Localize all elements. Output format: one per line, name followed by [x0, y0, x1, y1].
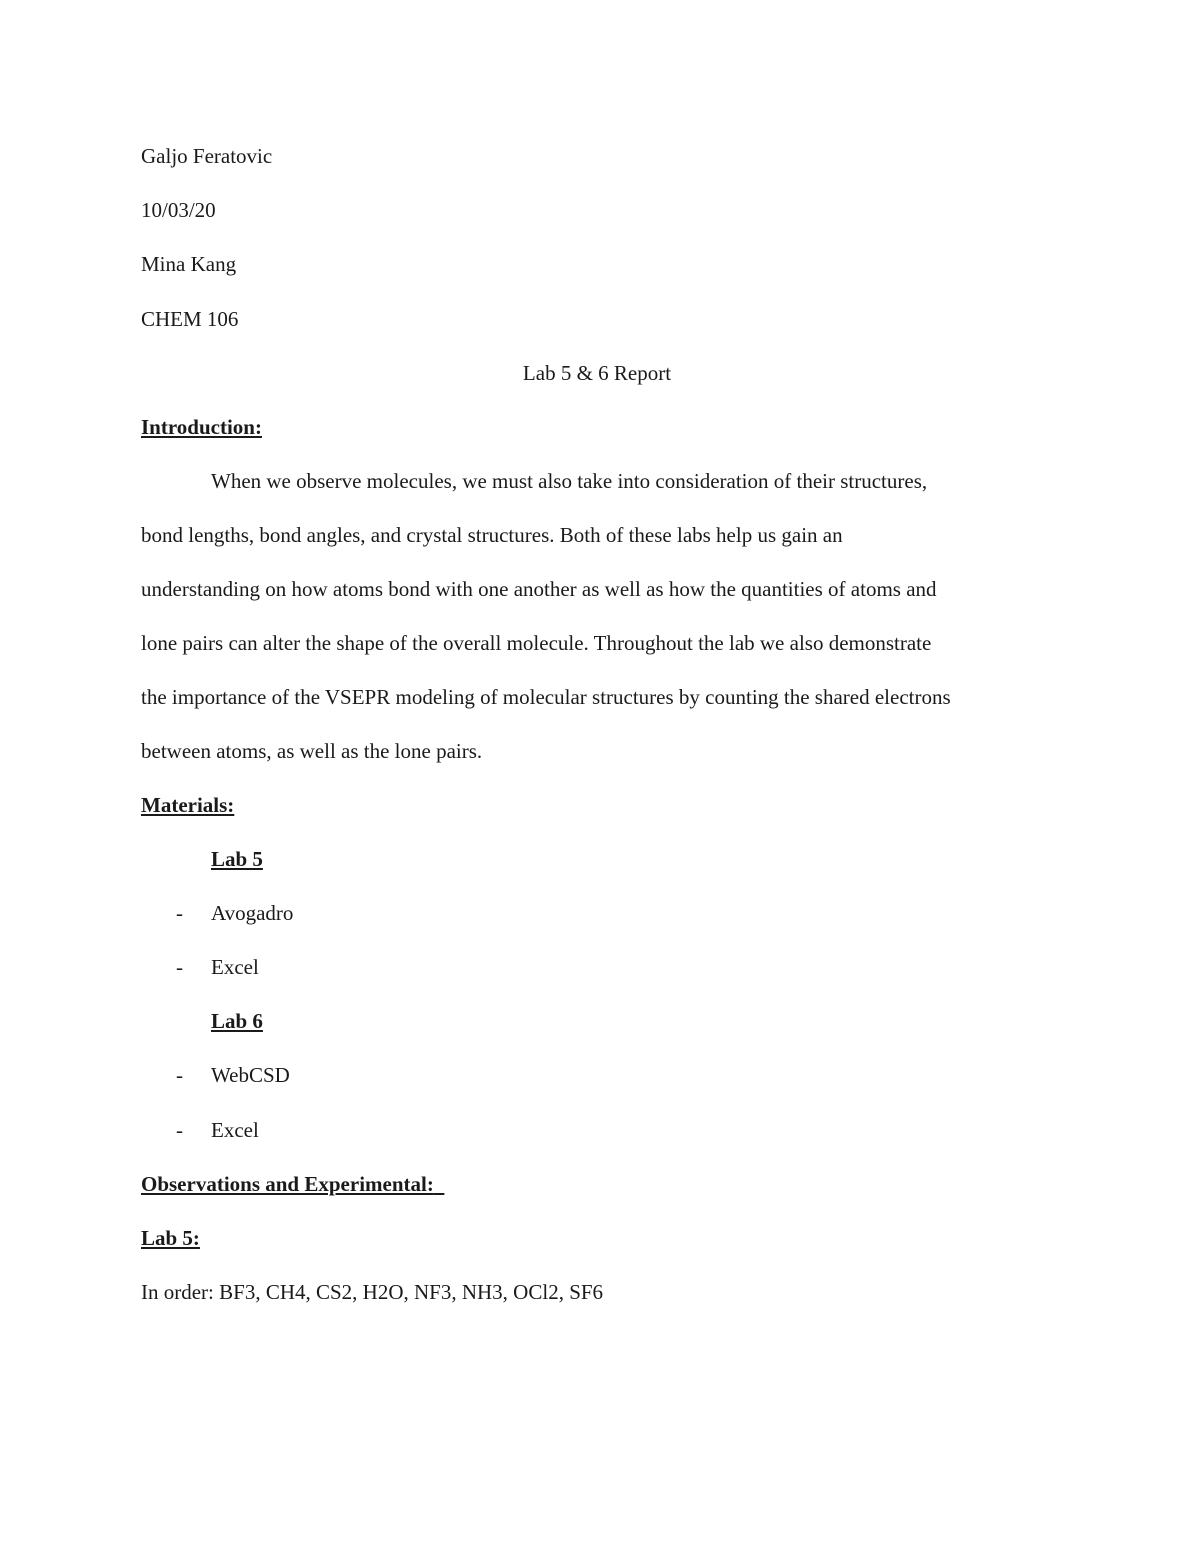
introduction-line: understanding on how atoms bond with one another as well as how the quantities of atoms and — [141, 577, 937, 601]
instructor-name: Mina Kang — [141, 252, 237, 276]
introduction-line: bond lengths, bond angles, and crystal structures. Both of these labs help us gain an — [141, 523, 843, 547]
introduction-heading: Introduction: — [141, 415, 262, 439]
lab6-materials-heading: Lab 6 — [211, 1009, 263, 1033]
lab5-observations-heading: Lab 5: — [141, 1226, 200, 1250]
report-title: Lab 5 & 6 Report — [522, 361, 672, 385]
lab5-materials-heading: Lab 5 — [211, 847, 263, 871]
list-bullet: - — [176, 955, 183, 979]
course-name: CHEM 106 — [141, 307, 239, 331]
molecule-order-text: In order: BF3, CH4, CS2, H2O, NF3, NH3, OCl2, SF6 — [141, 1280, 604, 1304]
list-item-label: Avogadro — [211, 901, 294, 925]
list-bullet: - — [176, 901, 183, 925]
list-item-label: Excel — [211, 955, 259, 979]
observations-heading-text: Observations and Experimental: — [141, 1172, 434, 1196]
introduction-line: When we observe molecules, we must also take into consideration of their structures, — [211, 469, 928, 493]
introduction-line: lone pairs can alter the shape of the overall molecule. Throughout the lab we also demonstrate — [141, 631, 932, 655]
materials-heading: Materials: — [141, 793, 235, 817]
list-bullet: - — [176, 1063, 183, 1087]
report-date: 10/03/20 — [141, 198, 216, 222]
observations-heading — [141, 1174, 444, 1195]
list-item-label: WebCSD — [211, 1063, 290, 1087]
author-name: Galjo Feratovic — [141, 144, 273, 168]
introduction-line: between atoms, as well as the lone pairs. — [141, 739, 483, 763]
introduction-line: the importance of the VSEPR modeling of molecular structures by counting the shared electrons — [141, 685, 951, 709]
list-item-label: Excel — [211, 1118, 259, 1142]
list-bullet: - — [176, 1118, 183, 1142]
